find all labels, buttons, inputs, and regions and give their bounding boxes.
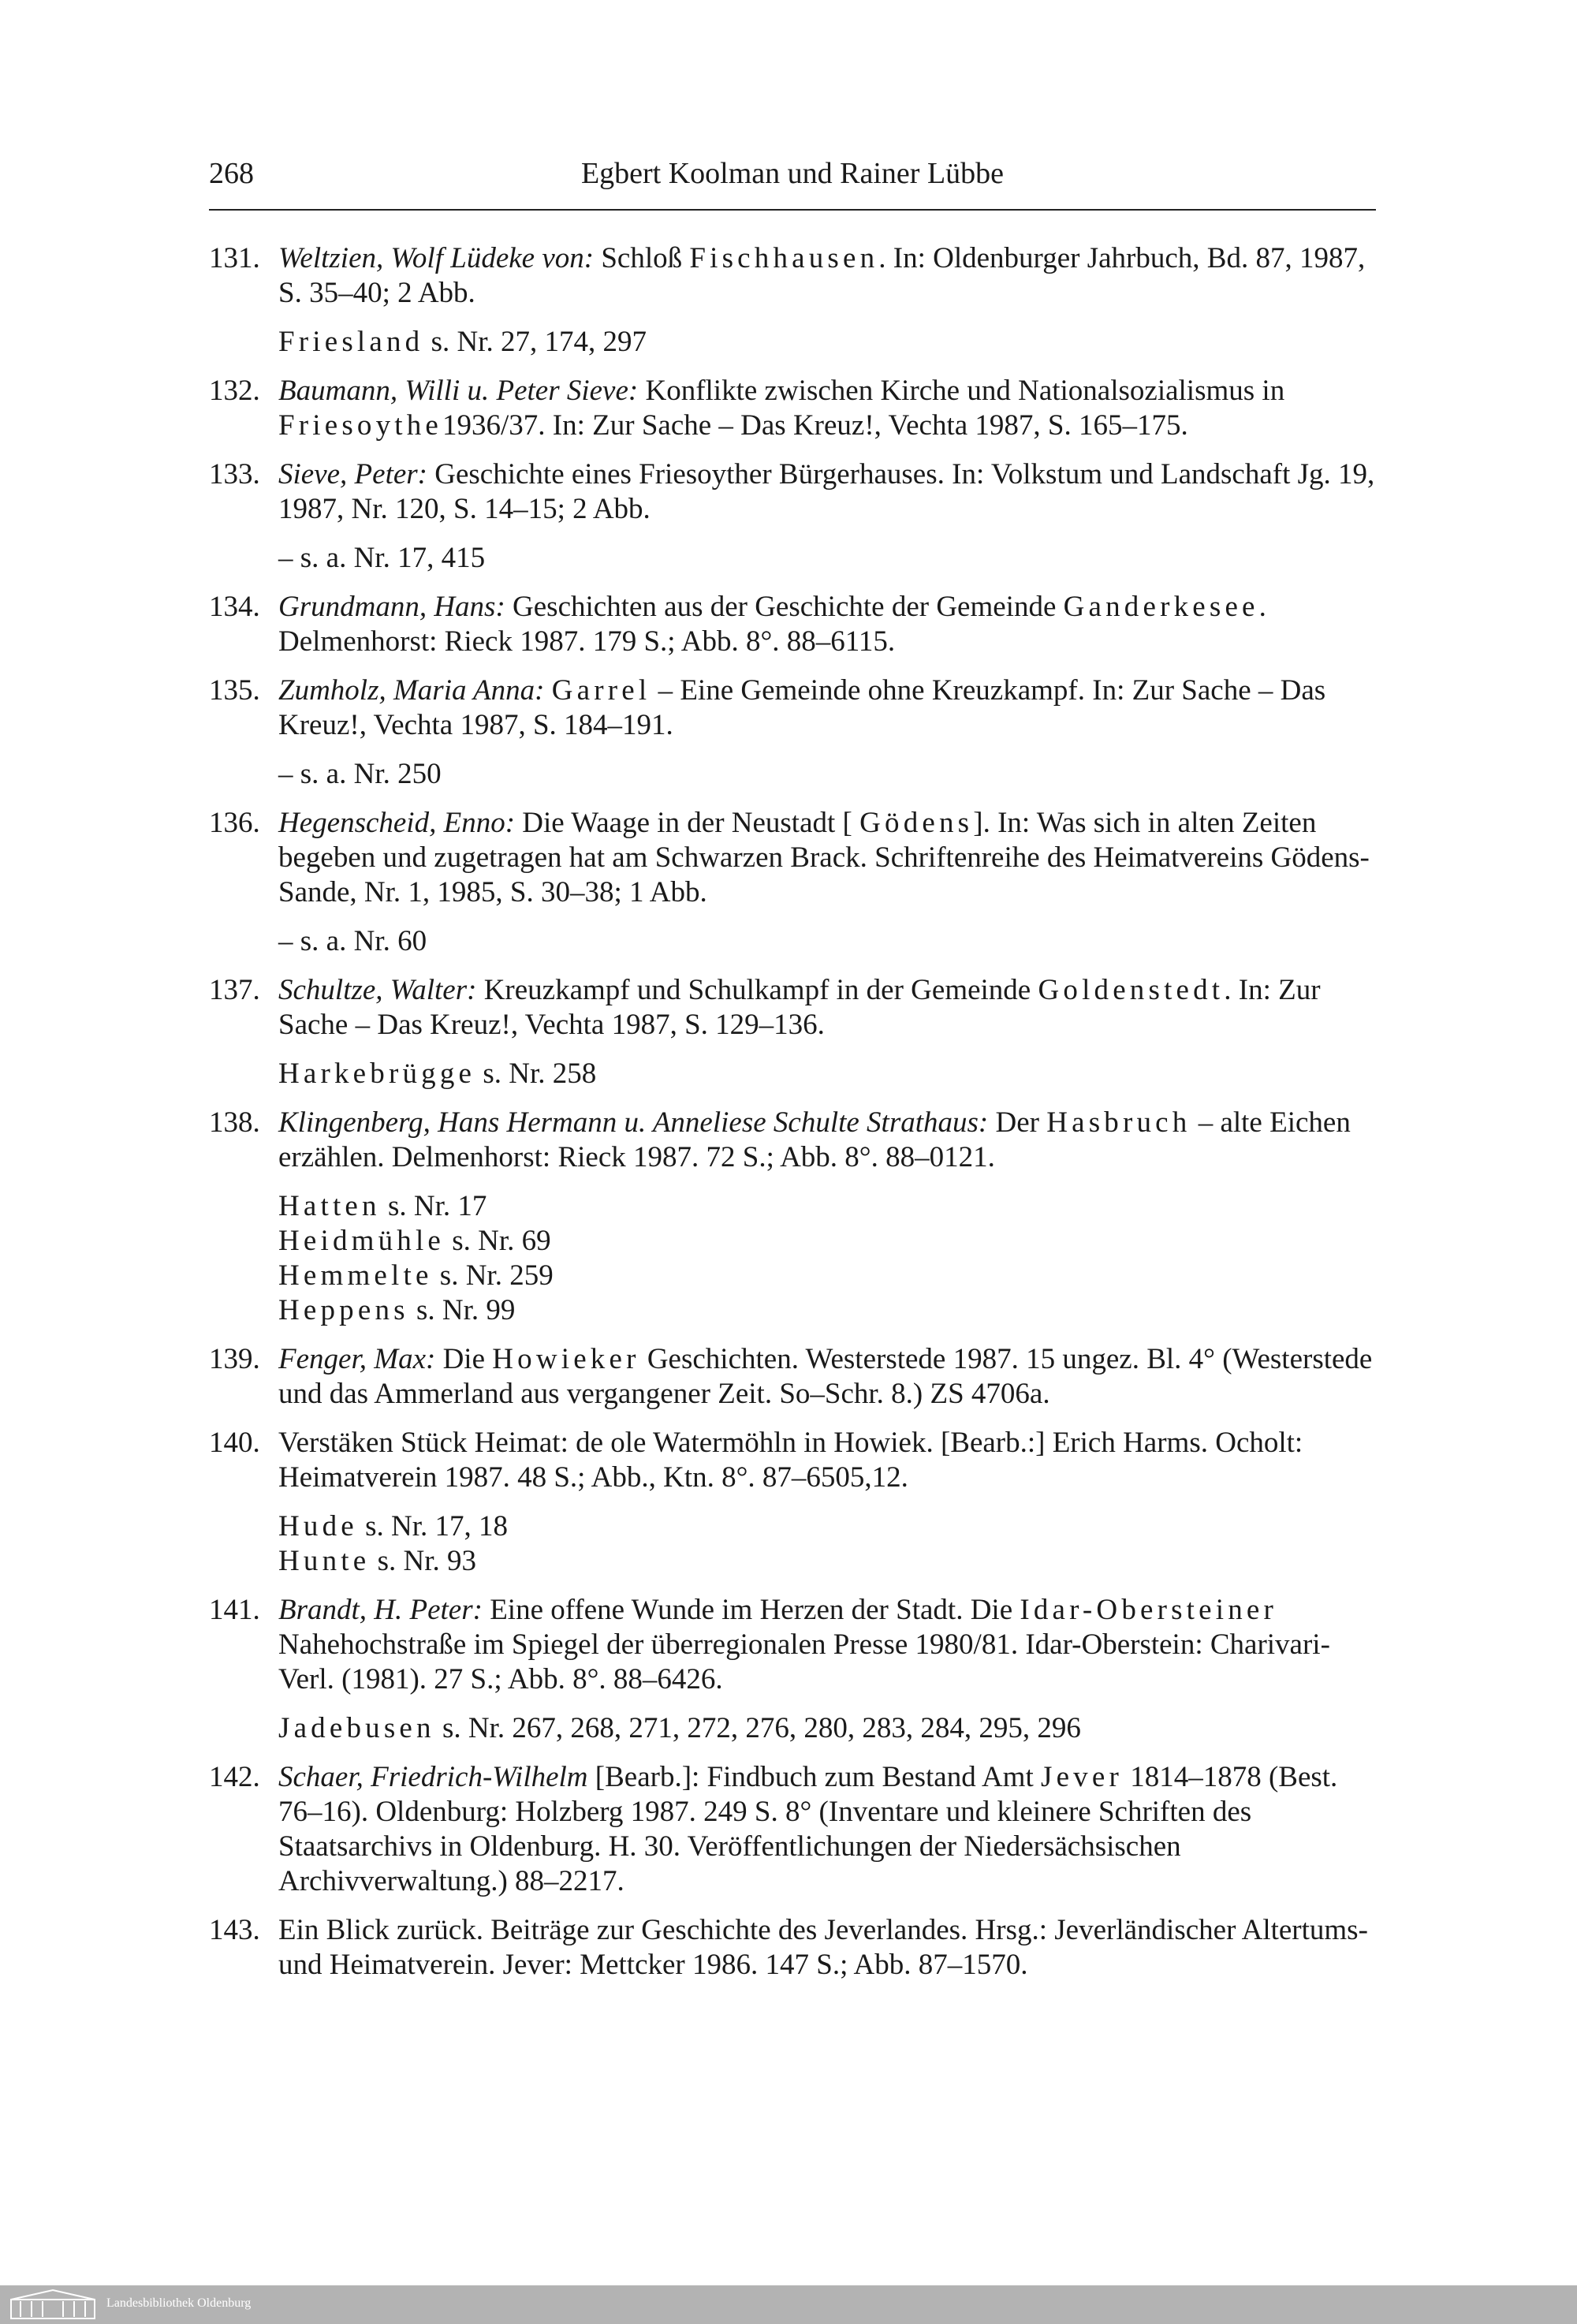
xref-place: Friesland <box>278 326 424 358</box>
xref-place: Harkebrügge <box>278 1058 476 1090</box>
xref-ref: s. Nr. 17, 18 <box>365 1510 509 1542</box>
entry-author: Hegenscheid, Enno: <box>278 807 516 839</box>
entry-number: 133. <box>209 458 260 491</box>
entry-number: 140. <box>209 1427 260 1459</box>
entry-place: Howieker <box>492 1343 640 1375</box>
entry-text: Die <box>442 1343 485 1375</box>
xref-place: Hatten <box>278 1190 381 1222</box>
entry-author: Weltzien, Wolf Lüdeke von: <box>278 242 595 274</box>
entry-author: Schaer, Friedrich-Wilhelm <box>278 1761 588 1793</box>
entry-author: Fenger, Max: <box>278 1343 436 1375</box>
entry-text-rest: . In: Oldenburger Jahrbuch, Bd. 87, 1987, S. 35–40; 2 Abb. <box>278 242 1366 309</box>
entry-text-rest: 1936/37. In: Zur Sache – Das Kreuz!, Vechta 1987, S. 165–175. <box>442 409 1188 442</box>
xref-ref: s. Nr. 27, 174, 297 <box>431 326 647 358</box>
entry-author: Grundmann, Hans: <box>278 591 505 623</box>
entry-body <box>278 457 1376 527</box>
entry-text-rest: ]. In: Was sich in alten Zeiten begeben und zugetragen hat am Schwarzen Brack. Schriftenreihe des Heimatvereins Gödens-Sande, Nr. 1, 1985, S. 30–38; 1 Abb. <box>278 807 1370 908</box>
entry-author: Baumann, Willi u. Peter Sieve: <box>278 375 639 407</box>
entry-text-rest: Nahehochstraße im Spiegel der überregionalen Presse 1980/81. Idar-Oberstein: Charivari-Verl. (1981). 27 S.; Abb. 8°. 88–6426. <box>278 1628 1330 1695</box>
entry-author: Brandt, H. Peter: <box>278 1594 483 1626</box>
entry-text-rest: . Delmenhorst: Rieck 1987. 179 S.; Abb. 8°. 88–6115. <box>278 591 1266 658</box>
entry-place: Idar-Obersteiner <box>1020 1594 1277 1626</box>
bibliography-entry <box>209 590 1376 659</box>
footer-bar <box>0 2285 1577 2324</box>
xref-place: Hude <box>278 1510 358 1542</box>
xref-ref: s. Nr. 258 <box>483 1058 597 1090</box>
entry-number: 131. <box>209 242 260 274</box>
entry-number: 141. <box>209 1594 260 1626</box>
entry-number: 143. <box>209 1914 260 1946</box>
entry-text-rest: . In: Zur Sache – Das Kreuz!, Vechta 1987, S. 129–136. <box>278 974 1321 1041</box>
cross-reference <box>209 1259 1376 1293</box>
entry-text: Ein Blick zurück. Beiträge zur Geschichte des Jeverlandes. Hrsg.: Jeverländischer Altertums- und Heimatverein. Jever: Mettcker 1986. 147 S.; Abb. 87–1570. <box>278 1914 1368 1981</box>
entry-author: Schultze, Walter: <box>278 974 477 1006</box>
entry-text: Schloß <box>601 242 683 274</box>
cross-reference <box>209 1057 1376 1091</box>
xref-ref: s. Nr. 17 <box>387 1190 487 1222</box>
xref-place: Heppens <box>278 1294 409 1326</box>
entry-place: Goldenstedt <box>1038 974 1225 1006</box>
bibliography-entry <box>209 1342 1376 1412</box>
entry-number: 134. <box>209 591 260 623</box>
entry-text: Die Waage in der Neustadt [ <box>522 807 852 839</box>
xref-ref: s. Nr. 93 <box>377 1545 476 1577</box>
entry-text: Verstäken Stück Heimat: de ole Watermöhln in Howiek. [Bearb.:] Erich Harms. Ocholt: Heimatverein 1987. 48 S.; Abb., Ktn. 8°. 87–6505,12. <box>278 1427 1303 1494</box>
entry-text-rest: Geschichten. Westerstede 1987. 15 ungez. Bl. 4° (Westerstede und das Ammerland aus vergangener Zeit. So–Schr. 8.) ZS 4706a. <box>278 1343 1373 1410</box>
cross-reference <box>209 1711 1376 1746</box>
entry-body <box>278 973 1376 1043</box>
bibliography-entry <box>209 806 1376 910</box>
entry-author: Sieve, Peter: <box>278 458 427 491</box>
entry-text: Kreuzkampf und Schulkampf in der Gemeinde <box>483 974 1031 1006</box>
page-number: 268 <box>209 157 254 190</box>
entry-number: 137. <box>209 974 260 1006</box>
xref-ref: s. Nr. 69 <box>452 1225 551 1257</box>
entry-author: Zumholz, Maria Anna: <box>278 674 545 707</box>
bibliography-entry <box>209 1106 1376 1175</box>
bibliography-entry <box>209 1426 1376 1495</box>
entry-text: Geschichten aus der Geschichte der Gemeinde <box>513 591 1057 623</box>
entry-author: Klingenberg, Hans Hermann u. Anneliese Schulte Strathaus: <box>278 1106 989 1139</box>
entry-body <box>278 590 1376 659</box>
cross-reference <box>209 1189 1376 1224</box>
xref-place: Jadebusen <box>278 1712 435 1744</box>
bibliography-list <box>209 241 1376 1997</box>
entry-text-rest: – Eine Gemeinde ohne Kreuzkampf. In: Zur Sache – Das Kreuz!, Vechta 1987, S. 184–191. <box>278 674 1326 741</box>
entry-text: Konflikte zwischen Kirche und Nationalsozialismus in <box>645 375 1285 407</box>
entry-text: Eine offene Wunde im Herzen der Stadt. Die <box>490 1594 1013 1626</box>
entry-place: Garrel <box>551 674 651 707</box>
cross-reference-group <box>209 1509 1376 1579</box>
header-rule <box>209 209 1376 211</box>
cross-reference <box>209 1224 1376 1259</box>
bibliography-entry <box>209 374 1376 443</box>
see-also: – s. a. Nr. 60 <box>278 925 427 957</box>
entry-text: Der <box>995 1106 1039 1139</box>
bibliography-entry <box>209 1760 1376 1899</box>
entry-body <box>278 1760 1376 1899</box>
entry-body <box>278 374 1376 443</box>
see-also: – s. a. Nr. 250 <box>278 758 442 790</box>
xref-ref: s. Nr. 259 <box>439 1259 554 1292</box>
bibliography-entry <box>209 457 1376 527</box>
entry-text: [Bearb.]: Findbuch zum Bestand Amt <box>595 1761 1034 1793</box>
library-name: Landesbibliothek Oldenburg <box>106 2296 252 2310</box>
cross-reference-group <box>209 1189 1376 1328</box>
entry-text-rest: 1814–1878 (Best. 76–16). Oldenburg: Holzberg 1987. 249 S. 8° (Inventare und kleinere Schriften des Staatsarchivs in Oldenburg. H. 30. Veröffentlichungen der Niedersächsischen Archivverwaltung.) 88–2217. <box>278 1761 1338 1897</box>
bibliography-entry <box>209 1913 1376 1983</box>
entry-body <box>278 806 1376 910</box>
bibliography-entry <box>209 241 1376 311</box>
cross-reference <box>209 1293 1376 1328</box>
entry-number: 132. <box>209 375 260 407</box>
cross-reference <box>209 1544 1376 1579</box>
bibliography-entry <box>209 673 1376 743</box>
entry-body <box>278 241 1376 311</box>
entry-body <box>278 1593 1376 1697</box>
entry-text: Geschichte eines Friesoyther Bürgerhauses. In: Volkstum und Landschaft Jg. 19, 1987, Nr. 120, S. 14–15; 2 Abb. <box>278 458 1375 525</box>
entry-body <box>278 1106 1376 1175</box>
xref-ref: s. Nr. 267, 268, 271, 272, 276, 280, 283, 284, 295, 296 <box>442 1712 1081 1744</box>
running-head: Egbert Koolman und Rainer Lübbe <box>580 157 1005 190</box>
entry-body <box>278 1342 1376 1412</box>
entry-number: 135. <box>209 674 260 707</box>
entry-place: Hasbruch <box>1046 1106 1191 1139</box>
entry-text-rest: – alte Eichen erzählen. Delmenhorst: Rieck 1987. 72 S.; Abb. 8°. 88–0121. <box>278 1106 1351 1173</box>
entry-place: Fischhausen <box>689 242 879 274</box>
xref-place: Hunte <box>278 1545 371 1577</box>
bibliography-entry <box>209 1593 1376 1697</box>
xref-place: Hemmelte <box>278 1259 433 1292</box>
library-logo-icon <box>9 2289 96 2320</box>
page-header <box>209 156 1376 200</box>
entry-place: Gödens <box>859 807 974 839</box>
entry-body <box>278 1913 1376 1983</box>
entry-place: Ganderkesee <box>1063 591 1259 623</box>
entry-number: 142. <box>209 1761 260 1793</box>
entry-number: 138. <box>209 1106 260 1139</box>
xref-place: Heidmühle <box>278 1225 446 1257</box>
cross-reference <box>209 1509 1376 1544</box>
entry-number: 136. <box>209 807 260 839</box>
xref-ref: s. Nr. 99 <box>416 1294 516 1326</box>
cross-reference <box>209 325 1376 360</box>
see-also: – s. a. Nr. 17, 415 <box>278 542 486 574</box>
entry-place: Friesoythe <box>278 409 443 442</box>
entry-place: Jever <box>1040 1761 1123 1793</box>
entry-number: 139. <box>209 1343 260 1375</box>
entry-body <box>278 1426 1376 1495</box>
bibliography-entry <box>209 973 1376 1043</box>
entry-body <box>278 673 1376 743</box>
